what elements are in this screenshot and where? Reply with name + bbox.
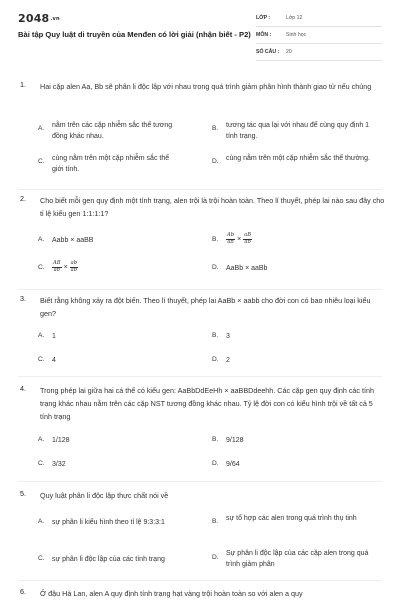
option-text: tương tác qua lại với nhau để cùng quy định 1 tính trạng.: [226, 122, 370, 140]
logo-text: 2048: [18, 12, 50, 25]
option-text: Sự phân li độc lập của các cặp alen trong quá trình giảm phân: [226, 550, 369, 568]
fraction: $\frac{Ab}{ab}$: [227, 232, 235, 245]
meta-value: 20: [286, 49, 292, 55]
option-letter: B.: [212, 236, 219, 243]
divider: [18, 189, 382, 190]
option-letter: C.: [38, 555, 45, 562]
question-number: 5.: [20, 489, 26, 498]
page-title: Bài tập Quy luật di truyền của Menđen có lời giải (nhận biết - P2): [18, 30, 251, 39]
option-text: 3/32: [52, 461, 66, 468]
divider: [18, 289, 382, 290]
meta-value: Lớp 12: [286, 15, 303, 21]
meta-value: Sinh học: [286, 32, 307, 38]
logo-suffix: .vn: [50, 16, 60, 22]
option-text: cùng nằm trên một cặp nhiễm sắc thể thường.: [226, 155, 370, 162]
option-letter: B.: [212, 332, 219, 339]
option-letter: C.: [38, 356, 45, 363]
option-letter: B.: [212, 125, 219, 132]
option-text: 1: [52, 333, 56, 340]
option-text: AaBb × aaBb: [226, 265, 268, 272]
meta-key: LỚP :: [256, 15, 271, 21]
option-letter: D.: [212, 554, 219, 561]
question-text: Ở đậu Hà Lan, alen A quy định tính trạng hạt vàng trội hoàn toàn so với alen a quy: [40, 589, 303, 598]
question-text: Biết rằng không xảy ra đột biến. Theo lí thuyết, phép lai AaBb × aabb cho đời con có bao nhiêu loại kiểu gen?: [40, 296, 371, 318]
option-text: 4: [52, 357, 56, 364]
question-number: 2.: [20, 194, 26, 203]
meta-key: MÔN :: [256, 32, 272, 38]
option-letter: A.: [38, 236, 45, 243]
option-letter: A.: [38, 436, 45, 443]
question-number: 6.: [20, 587, 26, 596]
option-letter: B.: [212, 518, 219, 525]
option-text: 2: [226, 357, 230, 364]
option-letter: C.: [38, 460, 45, 467]
fraction: $\frac{ab}{ab}$: [70, 260, 78, 273]
meta-row-subject: [256, 30, 382, 44]
question-number: 4.: [20, 384, 26, 393]
option-text: 3: [226, 333, 230, 340]
question-text: Trong phép lai giữa hai cá thể có kiểu gen: AaBbDdEeHh × aaBBDdeehh. Các cặp gen quy định các tính trạng khác nhau nằm trên các cặp NST tương đồng khác nhau. Tỷ lệ đời con có kiểu hình trội về tất cả 5 tính trạng: [40, 386, 374, 421]
option-text: sự phân li độc lập của các tính trạng: [52, 556, 165, 563]
site-logo[interactable]: [18, 12, 60, 25]
meta-row-class: [256, 13, 382, 27]
option-text: 9/64: [226, 461, 240, 468]
option-letter: A.: [38, 125, 45, 132]
meta-key: SỐ CÂU :: [256, 49, 280, 55]
meta-panel: [256, 13, 382, 64]
option-text: 1/128: [52, 437, 70, 444]
option-text: sự phân li kiểu hình theo tỉ lệ 9:3:3:1: [52, 519, 165, 526]
option-text: cùng nằm trên một cặp nhiễm sắc thể giới tính.: [52, 155, 170, 173]
option-letter: D.: [212, 356, 219, 363]
divider: [18, 481, 382, 482]
option-text: 9/128: [226, 437, 244, 444]
fraction: $\frac{aB}{ab}$: [244, 232, 252, 245]
question-number: 1.: [20, 80, 26, 89]
divider: [18, 580, 382, 581]
option-text: sự tổ hợp các alen trong quá trình thụ tinh: [226, 515, 357, 522]
option-letter: D.: [212, 264, 219, 271]
divider: [18, 376, 382, 377]
option-text: nằm trên các cặp nhiễm sắc thể tương đồng khác nhau.: [52, 122, 173, 140]
meta-row-count: [256, 47, 382, 61]
option-letter: D.: [212, 460, 219, 467]
option-formula: $\frac{Ab}{ab}$ × $\frac{aB}{ab}$: [227, 232, 252, 245]
option-letter: C.: [38, 264, 45, 271]
option-letter: B.: [212, 436, 219, 443]
question-text: Cho biết mỗi gen quy định một tính trạng, alen trội là trội hoàn toàn. Theo lí thuyết, phép lai nào sau đây cho tỉ lệ kiểu gen 1:1:1:1?: [40, 196, 385, 218]
question-number: 3.: [20, 294, 26, 303]
option-formula: $\frac{AB}{ab}$ × $\frac{ab}{ab}$: [53, 260, 78, 273]
question-text: Hai cặp alen Aa, Bb sẽ phân li độc lập với nhau trong quá trình giảm phân hình thành giao tử nếu chúng: [40, 82, 372, 91]
option-letter: D.: [212, 158, 219, 165]
page-header: [0, 0, 400, 62]
fraction: $\frac{AB}{ab}$: [53, 260, 61, 273]
option-letter: C.: [38, 158, 45, 165]
option-text: Aabb × aaBB: [52, 237, 94, 244]
question-text: Quy luật phân li độc lập thực chất nói về: [40, 491, 169, 500]
option-letter: A.: [38, 518, 45, 525]
option-letter: A.: [38, 332, 45, 339]
